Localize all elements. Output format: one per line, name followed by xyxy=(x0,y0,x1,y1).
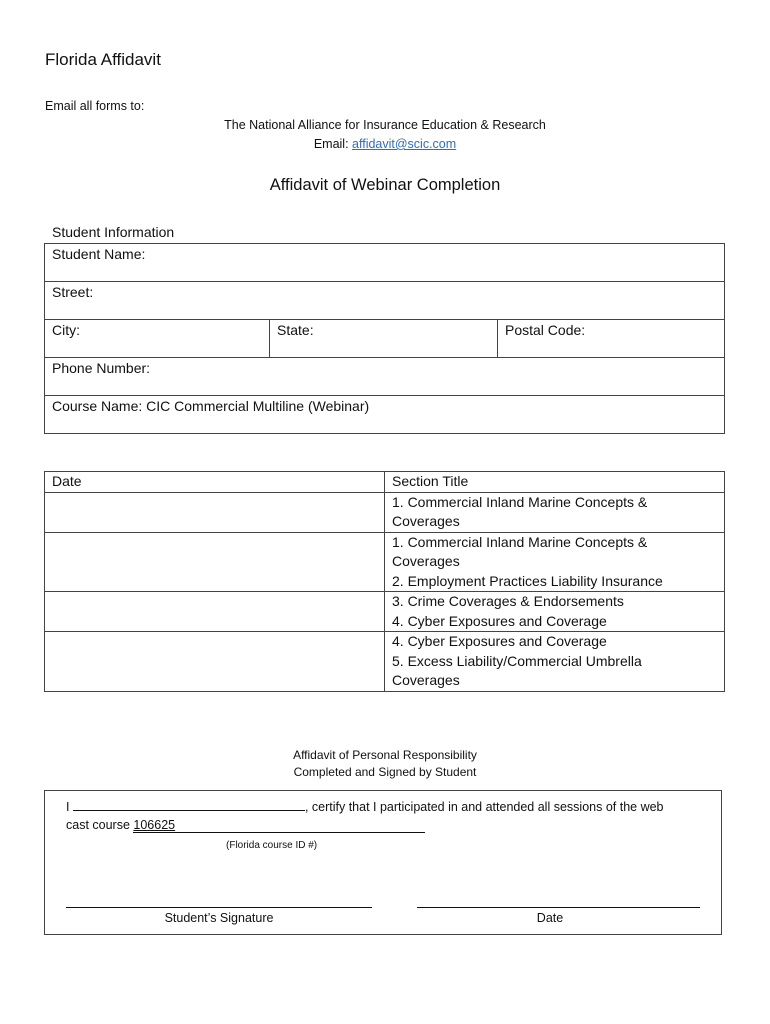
page-title: Florida Affidavit xyxy=(45,50,161,69)
cert-start: I xyxy=(66,800,73,814)
date-cell[interactable] xyxy=(45,592,385,632)
section-line: 2. Employment Practices Liability Insurance xyxy=(392,572,663,589)
email-line xyxy=(0,137,770,151)
form-heading: Affidavit of Webinar Completion xyxy=(269,176,501,194)
email-link[interactable]: affidavit@scic.com xyxy=(352,137,457,151)
section-line: 1. Commercial Inland Marine Concepts & xyxy=(392,493,648,510)
city-field[interactable]: City: xyxy=(45,320,270,358)
section-title-cell xyxy=(385,492,725,532)
affidavit-heading xyxy=(0,747,770,781)
course-id-field xyxy=(133,818,425,833)
signature-label: Student’s Signature xyxy=(164,911,274,925)
section-title-column-header: Section Title xyxy=(385,472,725,493)
section-line: Coverages xyxy=(392,553,460,569)
date-cell[interactable] xyxy=(45,532,385,592)
date-cell[interactable] xyxy=(45,492,385,532)
postal-code-field[interactable]: Postal Code: xyxy=(498,320,725,358)
section-line: 1. Commercial Inland Marine Concepts & xyxy=(392,533,648,550)
course-id-note: (Florida course ID #) xyxy=(226,840,318,851)
section-line: Coverages xyxy=(392,513,460,529)
section-line: 4. Cyber Exposures and Coverage xyxy=(392,633,607,649)
date-cell[interactable] xyxy=(45,632,385,692)
section-title-cell xyxy=(385,632,725,692)
date-label: Date xyxy=(536,911,564,925)
table-row xyxy=(45,532,725,592)
date-column-header: Date xyxy=(45,472,385,493)
name-blank[interactable] xyxy=(73,798,305,811)
signature-line[interactable] xyxy=(66,907,372,908)
section-title-cell xyxy=(385,592,725,632)
date-line[interactable] xyxy=(417,907,700,908)
certification-line-1 xyxy=(66,798,664,814)
table-row xyxy=(45,632,725,692)
organization-name: The National Alliance for Insurance Education & Research xyxy=(224,118,546,132)
email-prefix: Email: xyxy=(313,137,353,151)
course-id-value: 106625 xyxy=(133,818,176,832)
certification-line-2 xyxy=(66,818,425,833)
affidavit-heading-line1: Affidavit of Personal Responsibility xyxy=(293,748,477,762)
table-row xyxy=(45,492,725,532)
student-info-table xyxy=(44,243,725,434)
section-line: 5. Excess Liability/Commercial Umbrella xyxy=(392,652,642,669)
table-header-row xyxy=(45,472,725,493)
section-title-cell xyxy=(385,532,725,592)
student-info-heading: Student Information xyxy=(52,224,175,240)
street-field[interactable]: Street: xyxy=(45,282,725,320)
email-all-label: Email all forms to: xyxy=(45,99,145,113)
table-row xyxy=(45,592,725,632)
affidavit-heading-line2: Completed and Signed by Student xyxy=(293,765,477,779)
course-name-field: Course Name: CIC Commercial Multiline (Webinar) xyxy=(45,396,725,434)
student-name-field[interactable]: Student Name: xyxy=(45,244,725,282)
sections-table xyxy=(44,471,725,692)
section-line: Coverages xyxy=(392,672,460,688)
state-field[interactable]: State: xyxy=(270,320,498,358)
phone-field[interactable]: Phone Number: xyxy=(45,358,725,396)
cert-line2-prefix: cast course xyxy=(66,818,134,832)
cert-mid: , certify that I participated in and attended all sessions of the web xyxy=(304,800,664,814)
section-line: 3. Crime Coverages & Endorsements xyxy=(392,593,624,609)
section-line: 4. Cyber Exposures and Coverage xyxy=(392,612,607,629)
